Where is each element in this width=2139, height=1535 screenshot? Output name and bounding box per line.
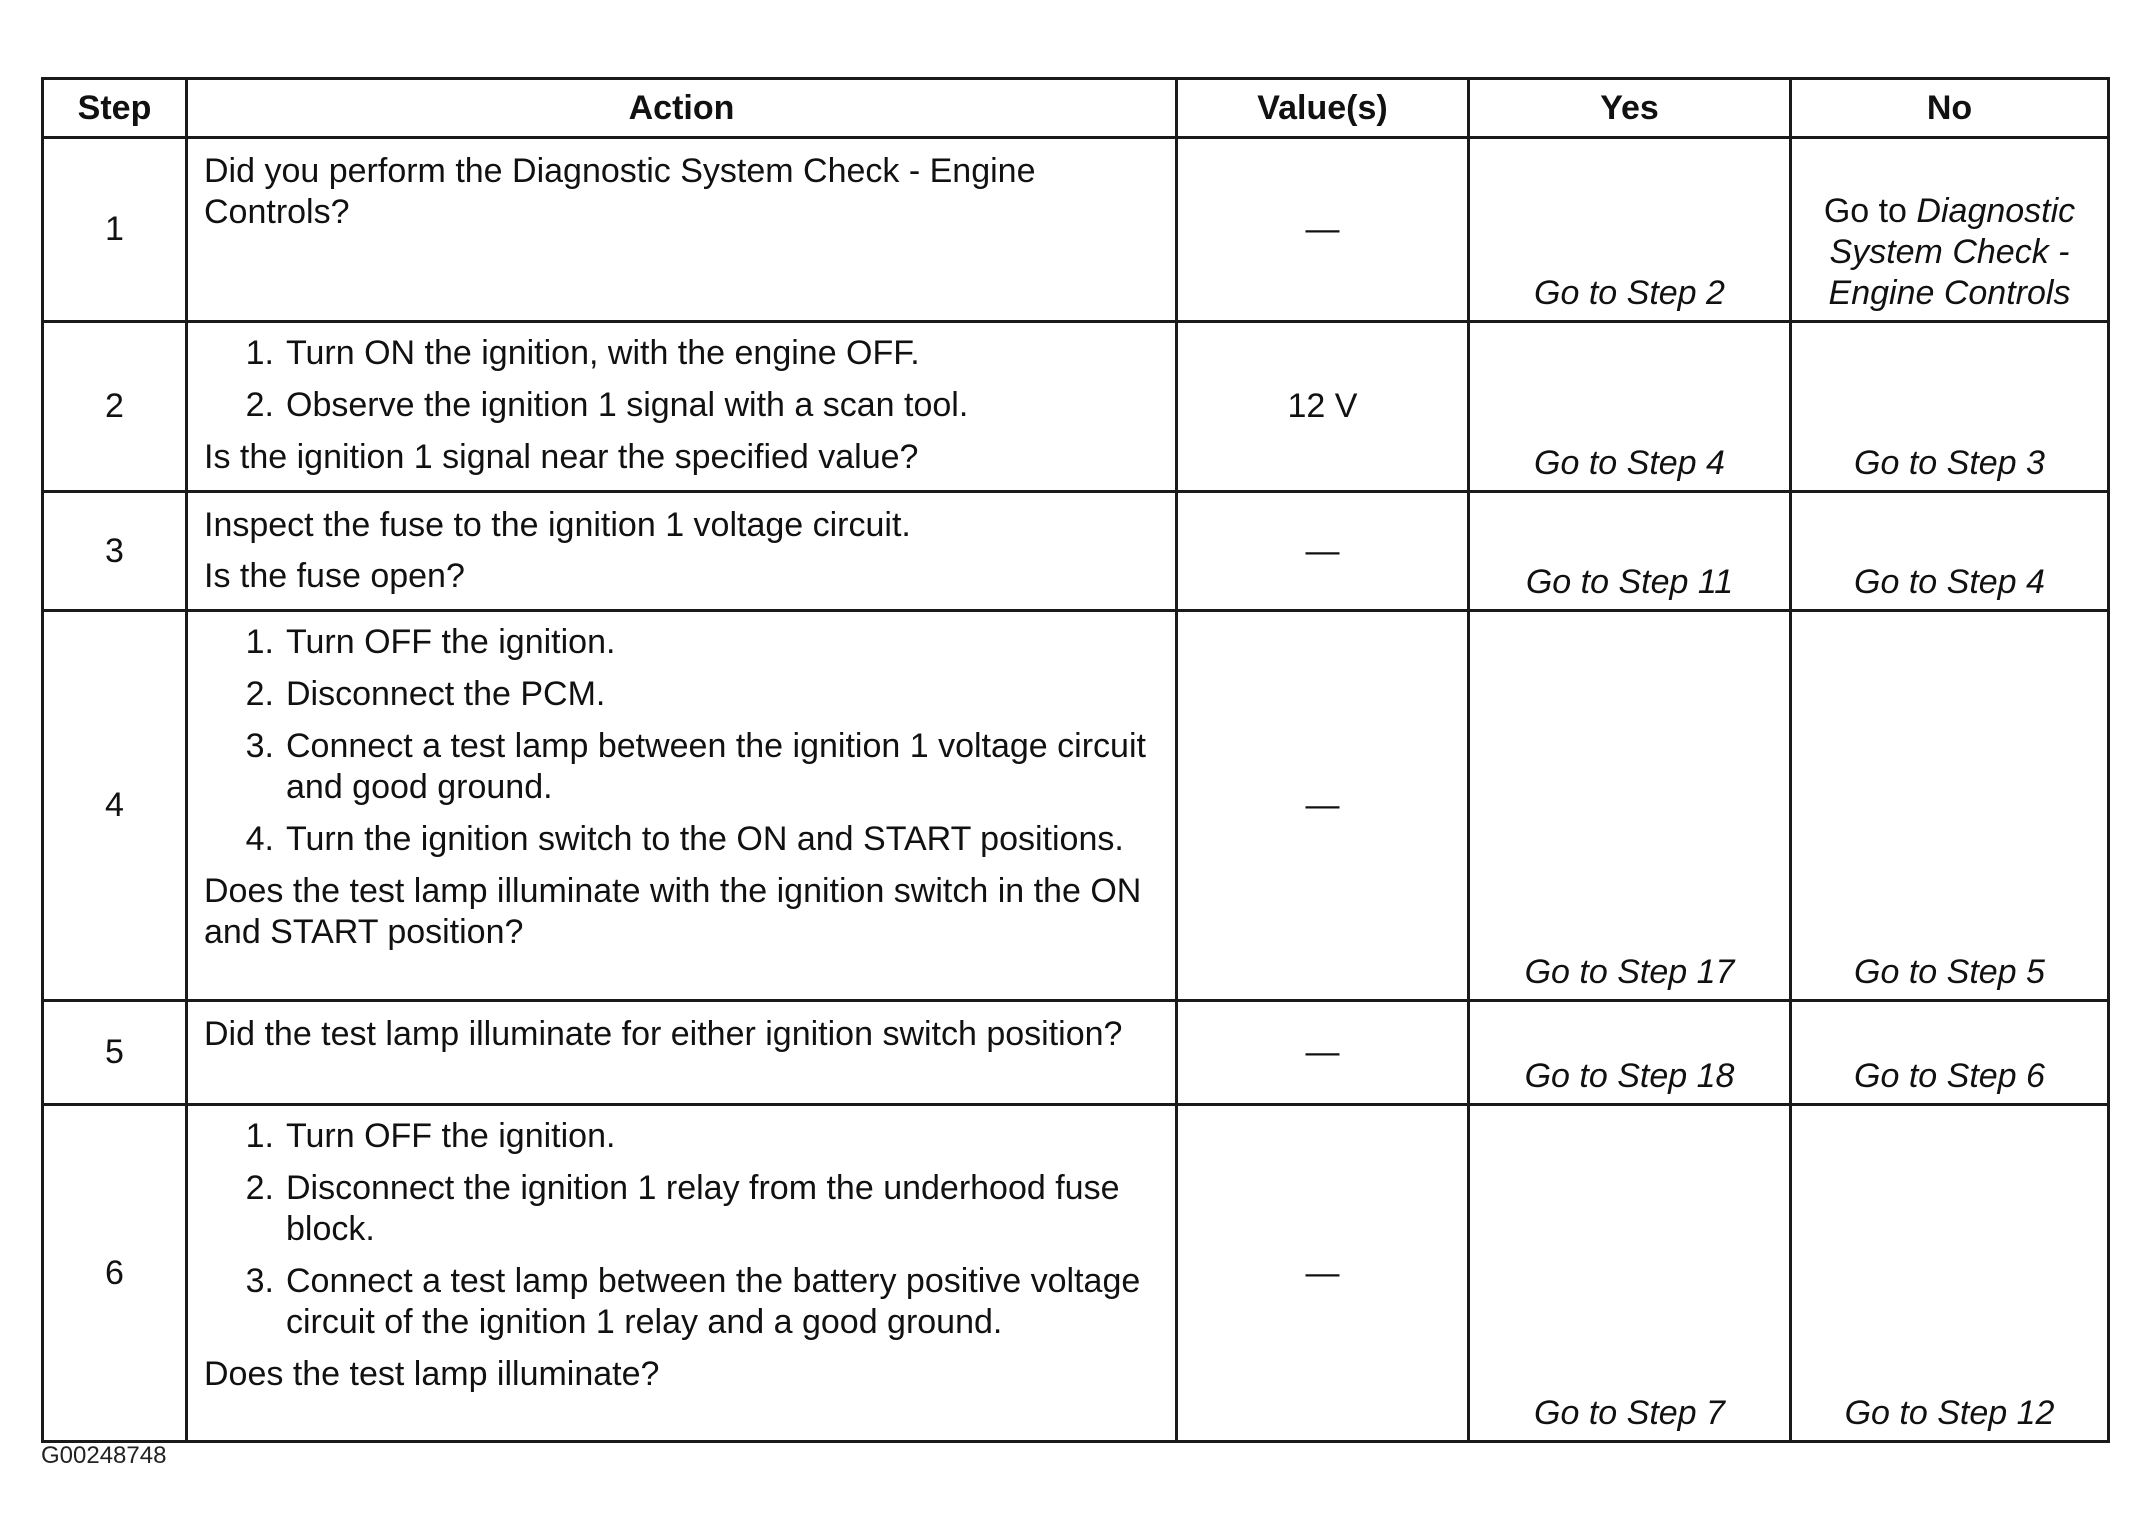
action-cell [187,492,1177,611]
header-action: Action [187,79,1177,138]
header-no: No [1791,79,2109,138]
list-item-number: 2. [245,386,274,424]
list-item-number: 1. [245,1117,274,1155]
table-row [43,322,2109,492]
action-question: Does the test lamp illuminate with the ignition switch in the ON and START position? [204,872,1142,951]
diagnostic-table [41,77,2110,1443]
yes-cell: Go to Step 2 [1469,138,1791,322]
action-question: Did you perform the Diagnostic System Check - Engine Controls? [204,152,1036,231]
no-cell-prefix: Go to [1823,192,1917,230]
list-item-number: 3. [245,1262,274,1300]
header-step: Step [43,79,187,138]
yes-cell: Go to Step 18 [1469,1001,1791,1105]
list-item [204,674,1161,715]
step-number: 3 [43,492,187,611]
step-number: 4 [43,611,187,1001]
list-item-number: 1. [245,334,274,372]
table-row [43,138,2109,322]
list-item [204,1168,1161,1250]
yes-cell: Go to Step 4 [1469,322,1791,492]
no-cell: Go to Step 6 [1791,1001,2109,1105]
no-cell: Go to Step 3 [1791,322,2109,492]
value-cell: — [1177,492,1469,611]
action-question: Is the ignition 1 signal near the specified value? [204,438,919,476]
value-cell: — [1177,1105,1469,1442]
action-cell [187,1105,1177,1442]
action-question: Is the fuse open? [204,557,465,595]
step-number: 6 [43,1105,187,1442]
step-number: 1 [43,138,187,322]
header-row [43,79,2109,138]
list-item [204,333,1161,374]
list-item-text: Disconnect the ignition 1 relay from the underhood fuse block. [286,1169,1120,1248]
list-item-number: 4. [245,820,274,858]
list-item [204,726,1161,808]
list-item-text: Connect a test lamp between the battery positive voltage circuit of the ignition 1 relay and a good ground. [286,1262,1141,1341]
action-cell [187,1001,1177,1105]
list-item [204,622,1161,663]
value-cell: — [1177,611,1469,1001]
no-cell: Go to Step 5 [1791,611,2109,1001]
table-row [43,492,2109,611]
yes-cell: Go to Step 11 [1469,492,1791,611]
list-item-text: Turn ON the ignition, with the engine OFF. [286,334,920,372]
list-item-text: Connect a test lamp between the ignition 1 voltage circuit and good ground. [286,727,1146,806]
value-cell: — [1177,1001,1469,1105]
yes-cell: Go to Step 17 [1469,611,1791,1001]
table-row [43,611,2109,1001]
list-item [204,819,1161,860]
list-item-text: Turn OFF the ignition. [286,623,616,661]
header-values: Value(s) [1177,79,1469,138]
figure-id: G00248748 [41,1442,167,1469]
action-steps [204,1116,1161,1343]
no-cell: Go to Step 12 [1791,1105,2109,1442]
action-steps [204,333,1161,426]
action-cell [187,322,1177,492]
table-row [43,1001,2109,1105]
no-cell-link-text: Diagnostic System Check - Engine Controls [1828,192,2076,312]
no-cell: Go to Step 4 [1791,492,2109,611]
list-item-number: 2. [245,1169,274,1207]
list-item [204,385,1161,426]
action-cell [187,611,1177,1001]
yes-cell: Go to Step 7 [1469,1105,1791,1442]
list-item-text: Turn the ignition switch to the ON and START positions. [286,820,1124,858]
action-instruction: Inspect the fuse to the ignition 1 voltage circuit. [204,506,911,544]
list-item-text: Turn OFF the ignition. [286,1117,616,1155]
step-number: 2 [43,322,187,492]
list-item-number: 2. [245,675,274,713]
value-cell: — [1177,138,1469,322]
list-item [204,1261,1161,1343]
list-item-text: Disconnect the PCM. [286,675,606,713]
table-row [43,1105,2109,1442]
action-question: Did the test lamp illuminate for either ignition switch position? [204,1015,1123,1053]
no-cell [1791,138,2109,322]
value-cell: 12 V [1177,322,1469,492]
list-item [204,1116,1161,1157]
action-steps [204,622,1161,860]
header-yes: Yes [1469,79,1791,138]
step-number: 5 [43,1001,187,1105]
list-item-number: 1. [245,623,274,661]
list-item-text: Observe the ignition 1 signal with a scan tool. [286,386,969,424]
action-cell [187,138,1177,322]
list-item-number: 3. [245,727,274,765]
action-question: Does the test lamp illuminate? [204,1355,660,1393]
